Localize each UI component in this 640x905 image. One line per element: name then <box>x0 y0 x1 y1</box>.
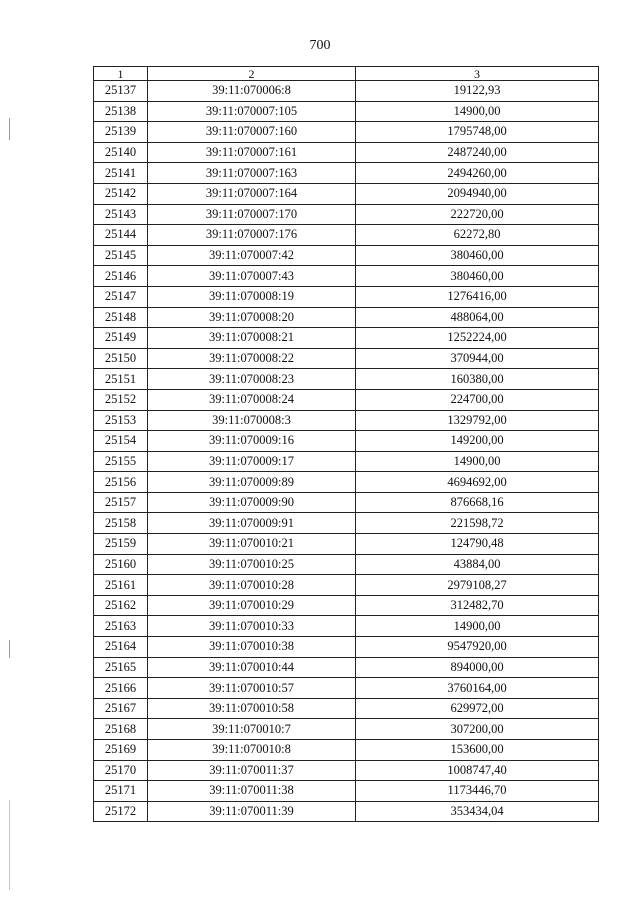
row-number-cell: 25155 <box>94 451 148 472</box>
cadastral-value-cell: 876668,16 <box>356 492 599 513</box>
row-number-cell: 25164 <box>94 637 148 658</box>
cadastral-value-cell: 380460,00 <box>356 245 599 266</box>
cadastral-number-cell: 39:11:070010:44 <box>148 657 356 678</box>
scan-margin-mark <box>9 118 10 140</box>
cadastral-value-cell: 629972,00 <box>356 698 599 719</box>
cadastral-value-cell: 1173446,70 <box>356 781 599 802</box>
cadastral-number-cell: 39:11:070011:38 <box>148 781 356 802</box>
table-body <box>94 81 599 822</box>
row-number-cell: 25163 <box>94 616 148 637</box>
column-header-number: 1 <box>94 67 148 81</box>
table-row <box>94 266 599 287</box>
cadastral-number-cell: 39:11:070008:23 <box>148 369 356 390</box>
cadastral-number-cell: 39:11:070007:105 <box>148 101 356 122</box>
cadastral-number-cell: 39:11:070007:170 <box>148 204 356 225</box>
cadastral-number-cell: 39:11:070007:176 <box>148 225 356 246</box>
cadastral-value-cell: 2979108,27 <box>356 575 599 596</box>
cadastral-number-cell: 39:11:070011:37 <box>148 760 356 781</box>
row-number-cell: 25143 <box>94 204 148 225</box>
table-row <box>94 81 599 102</box>
cadastral-number-cell: 39:11:070008:20 <box>148 307 356 328</box>
row-number-cell: 25145 <box>94 245 148 266</box>
scan-margin-mark <box>9 800 10 890</box>
cadastral-number-cell: 39:11:070008:24 <box>148 389 356 410</box>
cadastral-value-cell: 124790,48 <box>356 534 599 555</box>
cadastral-value-cell: 370944,00 <box>356 348 599 369</box>
table-row <box>94 534 599 555</box>
cadastral-number-cell: 39:11:070010:7 <box>148 719 356 740</box>
row-number-cell: 25144 <box>94 225 148 246</box>
cadastral-value-cell: 2487240,00 <box>356 142 599 163</box>
cadastral-value-cell: 312482,70 <box>356 595 599 616</box>
table-row <box>94 472 599 493</box>
cadastral-value-cell: 19122,93 <box>356 81 599 102</box>
table-row <box>94 678 599 699</box>
cadastral-value-cell: 160380,00 <box>356 369 599 390</box>
row-number-cell: 25154 <box>94 431 148 452</box>
table-row <box>94 307 599 328</box>
cadastral-value-cell: 894000,00 <box>356 657 599 678</box>
row-number-cell: 25140 <box>94 142 148 163</box>
cadastral-value-cell: 1252224,00 <box>356 328 599 349</box>
table-row <box>94 122 599 143</box>
cadastral-value-cell: 2094940,00 <box>356 183 599 204</box>
cadastral-value-cell: 14900,00 <box>356 451 599 472</box>
table-header-row <box>94 67 599 81</box>
cadastral-value-cell: 1008747,40 <box>356 760 599 781</box>
cadastral-value-cell: 153600,00 <box>356 740 599 761</box>
table-row <box>94 225 599 246</box>
table-row <box>94 369 599 390</box>
row-number-cell: 25160 <box>94 554 148 575</box>
table-row <box>94 740 599 761</box>
table-row <box>94 183 599 204</box>
cadastral-value-cell: 9547920,00 <box>356 637 599 658</box>
row-number-cell: 25166 <box>94 678 148 699</box>
table-row <box>94 142 599 163</box>
cadastral-number-cell: 39:11:070008:22 <box>148 348 356 369</box>
cadastral-number-cell: 39:11:070009:16 <box>148 431 356 452</box>
cadastral-number-cell: 39:11:070011:39 <box>148 801 356 822</box>
row-number-cell: 25172 <box>94 801 148 822</box>
table-row <box>94 348 599 369</box>
cadastral-value-cell: 1276416,00 <box>356 286 599 307</box>
cadastral-number-cell: 39:11:070009:90 <box>148 492 356 513</box>
table-row <box>94 781 599 802</box>
row-number-cell: 25158 <box>94 513 148 534</box>
row-number-cell: 25152 <box>94 389 148 410</box>
cadastral-number-cell: 39:11:070008:21 <box>148 328 356 349</box>
row-number-cell: 25137 <box>94 81 148 102</box>
cadastral-value-cell: 43884,00 <box>356 554 599 575</box>
cadastral-number-cell: 39:11:070007:160 <box>148 122 356 143</box>
row-number-cell: 25138 <box>94 101 148 122</box>
table-row <box>94 595 599 616</box>
table-row <box>94 245 599 266</box>
row-number-cell: 25147 <box>94 286 148 307</box>
cadastral-number-cell: 39:11:070009:17 <box>148 451 356 472</box>
cadastral-number-cell: 39:11:070007:164 <box>148 183 356 204</box>
cadastral-value-cell: 224700,00 <box>356 389 599 410</box>
cadastral-number-cell: 39:11:070007:43 <box>148 266 356 287</box>
table-row <box>94 163 599 184</box>
cadastral-value-cell: 62272,80 <box>356 225 599 246</box>
cadastral-value-cell: 307200,00 <box>356 719 599 740</box>
cadastral-value-cell: 222720,00 <box>356 204 599 225</box>
cadastral-value-cell: 3760164,00 <box>356 678 599 699</box>
row-number-cell: 25159 <box>94 534 148 555</box>
cadastral-value-cell: 380460,00 <box>356 266 599 287</box>
cadastral-number-cell: 39:11:070010:33 <box>148 616 356 637</box>
table-row <box>94 101 599 122</box>
table-row <box>94 410 599 431</box>
cadastral-value-cell: 149200,00 <box>356 431 599 452</box>
cadastral-number-cell: 39:11:070008:3 <box>148 410 356 431</box>
cadastral-value-cell: 1795748,00 <box>356 122 599 143</box>
cadastral-value-cell: 2494260,00 <box>356 163 599 184</box>
row-number-cell: 25171 <box>94 781 148 802</box>
table-row <box>94 328 599 349</box>
table-row <box>94 760 599 781</box>
table-row <box>94 616 599 637</box>
cadastral-value-cell: 221598,72 <box>356 513 599 534</box>
table-row <box>94 575 599 596</box>
cadastral-value-table <box>93 66 599 822</box>
cadastral-value-cell: 1329792,00 <box>356 410 599 431</box>
table-row <box>94 719 599 740</box>
table-row <box>94 554 599 575</box>
row-number-cell: 25148 <box>94 307 148 328</box>
row-number-cell: 25153 <box>94 410 148 431</box>
row-number-cell: 25170 <box>94 760 148 781</box>
column-header-value: 3 <box>356 67 599 81</box>
cadastral-number-cell: 39:11:070010:57 <box>148 678 356 699</box>
row-number-cell: 25150 <box>94 348 148 369</box>
cadastral-value-cell: 488064,00 <box>356 307 599 328</box>
cadastral-number-cell: 39:11:070009:91 <box>148 513 356 534</box>
cadastral-number-cell: 39:11:070007:163 <box>148 163 356 184</box>
table-row <box>94 637 599 658</box>
row-number-cell: 25169 <box>94 740 148 761</box>
cadastral-number-cell: 39:11:070006:8 <box>148 81 356 102</box>
row-number-cell: 25151 <box>94 369 148 390</box>
column-header-cadastral-number: 2 <box>148 67 356 81</box>
row-number-cell: 25165 <box>94 657 148 678</box>
cadastral-number-cell: 39:11:070007:161 <box>148 142 356 163</box>
table-row <box>94 657 599 678</box>
row-number-cell: 25139 <box>94 122 148 143</box>
cadastral-value-cell: 14900,00 <box>356 101 599 122</box>
cadastral-number-cell: 39:11:070010:29 <box>148 595 356 616</box>
cadastral-number-cell: 39:11:070010:58 <box>148 698 356 719</box>
table-row <box>94 204 599 225</box>
row-number-cell: 25168 <box>94 719 148 740</box>
row-number-cell: 25146 <box>94 266 148 287</box>
row-number-cell: 25157 <box>94 492 148 513</box>
cadastral-number-cell: 39:11:070010:21 <box>148 534 356 555</box>
table-row <box>94 698 599 719</box>
cadastral-number-cell: 39:11:070010:28 <box>148 575 356 596</box>
scan-margin-mark <box>9 640 10 658</box>
table-row <box>94 286 599 307</box>
table-row <box>94 431 599 452</box>
cadastral-value-cell: 14900,00 <box>356 616 599 637</box>
cadastral-value-cell: 353434,04 <box>356 801 599 822</box>
row-number-cell: 25156 <box>94 472 148 493</box>
page-number: 700 <box>309 38 331 53</box>
cadastral-number-cell: 39:11:070010:38 <box>148 637 356 658</box>
row-number-cell: 25167 <box>94 698 148 719</box>
table-row <box>94 451 599 472</box>
cadastral-number-cell: 39:11:070008:19 <box>148 286 356 307</box>
row-number-cell: 25162 <box>94 595 148 616</box>
row-number-cell: 25161 <box>94 575 148 596</box>
cadastral-number-cell: 39:11:070010:8 <box>148 740 356 761</box>
cadastral-value-cell: 4694692,00 <box>356 472 599 493</box>
cadastral-number-cell: 39:11:070010:25 <box>148 554 356 575</box>
row-number-cell: 25149 <box>94 328 148 349</box>
table-row <box>94 513 599 534</box>
table-row <box>94 389 599 410</box>
row-number-cell: 25141 <box>94 163 148 184</box>
cadastral-number-cell: 39:11:070009:89 <box>148 472 356 493</box>
table-row <box>94 492 599 513</box>
cadastral-number-cell: 39:11:070007:42 <box>148 245 356 266</box>
table-row <box>94 801 599 822</box>
row-number-cell: 25142 <box>94 183 148 204</box>
